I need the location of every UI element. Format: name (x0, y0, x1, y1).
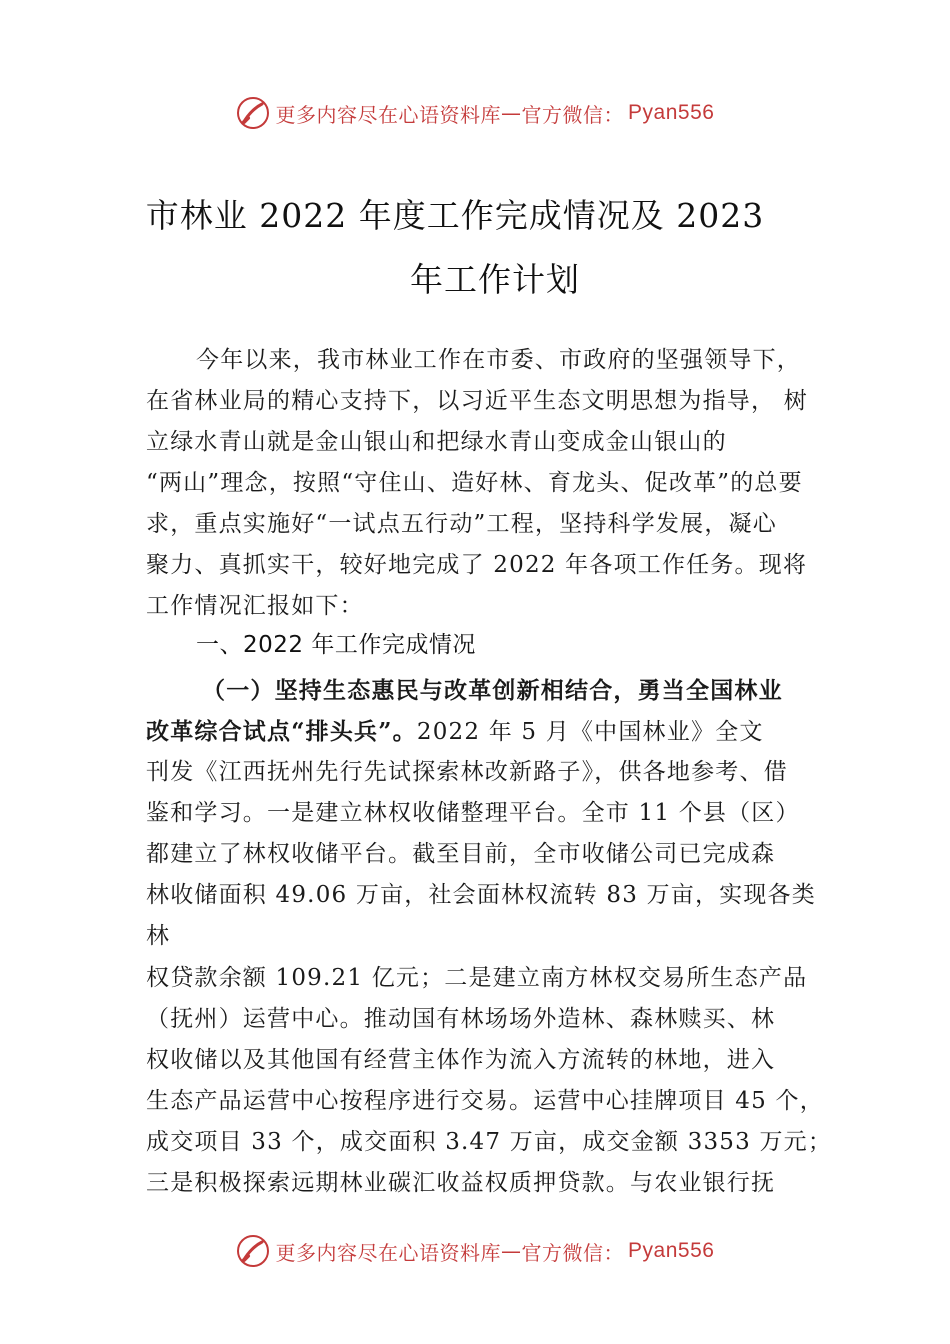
watermark-wechat-label: 官方微信： (521, 1240, 625, 1265)
watermark-text: 更多内容尽在心语资料库 (275, 1240, 502, 1265)
document-title-line1: 市林业 2022 年度工作完成情况及 2023 (145, 196, 765, 235)
body-line: 刊发《江西抚州先行先试探索林改新路子》，供各地参考、借 (146, 759, 788, 785)
intro-line: 今年以来，我市林业工作在市委、市政府的坚强领导下， (196, 347, 801, 373)
body-line: 鉴和学习。一是建立林权收储整理平台。全市 11 个县（区） (146, 800, 800, 826)
body-line: 成交项目 33 个，成交面积 3.47 万亩，成交金额 3353 万元； (146, 1129, 833, 1155)
watermark-wechat-label: 官方微信： (521, 102, 625, 127)
body-line: 林 (146, 923, 171, 949)
body-line: 权收储以及其他国有经营主体作为流入方流转的林地，进入 (146, 1047, 776, 1073)
intro-line: 求，重点实施好“一试点五行动”工程，坚持科学发展，凝心 (146, 511, 777, 537)
intro-line: 立绿水青山就是金山银山和把绿水青山变成金山银山的 (146, 429, 727, 455)
watermark-separator: — (501, 101, 522, 125)
intro-line: “两山”理念，按照“守住山、造好林、育龙头、促改革”的总要 (146, 470, 803, 496)
watermark-separator: — (501, 1239, 522, 1263)
body-line: 权贷款余额 109.21 亿元；二是建立南方林权交易所生态产品 (146, 965, 808, 991)
intro-line: 聚力、真抓实干，较好地完成了 2022 年各项工作任务。现将 (146, 552, 808, 578)
brush-logo-icon (236, 1234, 270, 1268)
brush-logo-icon (236, 96, 270, 130)
body-line: 生态产品运营中心按程序进行交易。运营中心挂牌项目 45 个， (146, 1088, 824, 1114)
section-heading: 一、2022 年工作完成情况 (196, 632, 476, 658)
watermark-wechat-id: Pyan556 (628, 1239, 715, 1262)
watermark-wechat-id: Pyan556 (628, 101, 715, 124)
intro-line: 在省林业局的精心支持下，以习近平生态文明思想为指导， 树 (146, 388, 808, 414)
intro-line: 工作情况汇报如下： (146, 593, 364, 619)
watermark-text: 更多内容尽在心语资料库 (275, 102, 502, 127)
body-line: 林收储面积 49.06 万亩，社会面林权流转 83 万亩，实现各类 (146, 882, 816, 908)
body-line: 都建立了林权收储平台。截至目前，全市收储公司已完成森 (146, 841, 776, 867)
subsection-heading-line2 (146, 711, 811, 752)
document-title-line2: 年工作计划 (410, 260, 580, 299)
body-line: （抚州）运营中心。推动国有林场场外造林、森林赎买、林 (146, 1006, 776, 1032)
watermark-header (0, 96, 950, 130)
watermark-footer (0, 1234, 950, 1268)
subsection-paragraph (146, 670, 833, 1204)
subsection-heading-tail: 改革综合试点“排头兵”。 (146, 718, 417, 745)
intro-paragraph (146, 340, 811, 627)
body-line: 三是积极探索远期林业碳汇收益权质押贷款。与农业银行抚 (146, 1170, 776, 1196)
body-text-segment: 2022 年 5 月《中国林业》全文 (416, 719, 764, 745)
subsection-heading-line1: （一）坚持生态惠民与改革创新相结合，勇当全国林业 (202, 677, 783, 704)
